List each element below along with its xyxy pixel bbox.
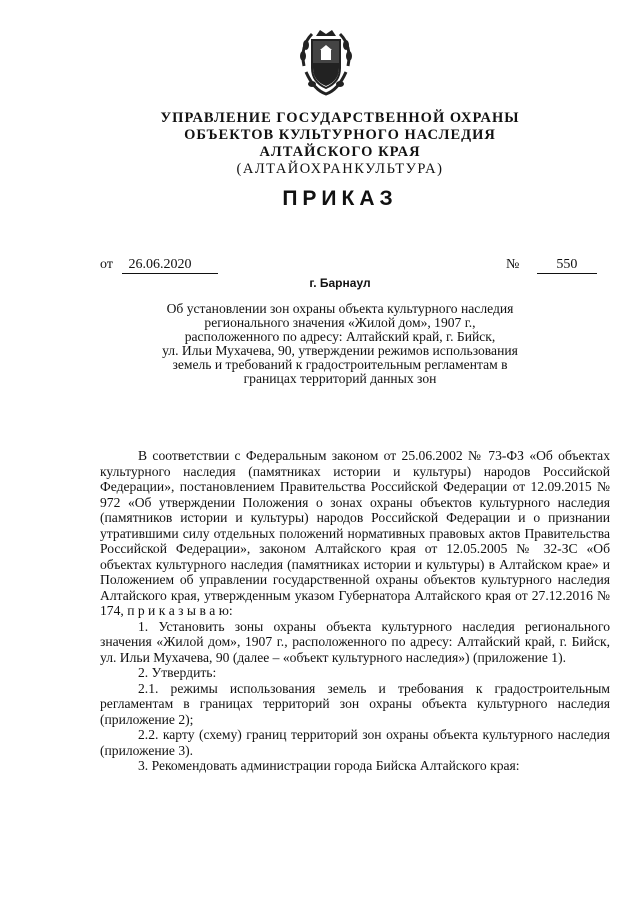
number-line (506, 257, 597, 274)
org-short-name: (АЛТАЙОХРАНКУЛЬТУРА) (236, 161, 444, 177)
date-line (100, 257, 218, 274)
subject-line: расположенного по адресу: Алтайский край, г. Бийск, (184, 329, 496, 344)
document-date: 26.06.2020 (122, 257, 218, 274)
org-name-line-2: ОБЪЕКТОВ КУЛЬТУРНОГО НАСЛЕДИЯ (184, 127, 496, 143)
number-prefix: № (506, 257, 520, 272)
item-2-paragraph: 2. Утвердить: (138, 665, 217, 680)
item-2-2-paragraph: 2.2. карту (схему) границ территорий зон охраны объекта культурного наследия (приложение 3). (100, 727, 610, 758)
item-3-paragraph: 3. Рекомендовать администрации города Бийска Алтайского края: (138, 758, 520, 773)
document-body (100, 448, 610, 774)
subject-line: Об установлении зон охраны объекта культурного наследия (166, 301, 514, 316)
preamble-paragraph: В соответствии с Федеральным законом от 25.06.2002 № 73-ФЗ «Об объектах культурного наследия (памятниках истории и культуры) народов Российской Федерации», постановлением Правительства Российской Федерации от 12.09.2015 № 972 «Об утверждении Положения о зонах охраны объектов культурного наследия (памятников истории и культуры) народов Российской Федерации и о признании утратившими силу отдельных положений нормативных правовых актов Правительства Российской Федерации», законом Алтайского края от 12.05.2005 № 32-ЗС «Об объектах культурного наследия (памятниках истории и культуры) в Алтайском крае» и Положением об управлении государственной охраны объектов культурного наследия Алтайского края, утвержденным указом Губернатора Алтайского края от 27.12.2016 № 174, п р и к а з ы в а ю: (100, 448, 610, 618)
document-type-title: ПРИКАЗ (282, 187, 398, 210)
organization-header (100, 110, 580, 178)
item-2-1-paragraph: 2.1. режимы использования земель и требования к градостроительным регламентам в границах территорий зон охраны объекта культурного наследия (приложение 2); (100, 680, 610, 727)
subject-line: регионального значения «Жилой дом», 1907 г., (204, 315, 476, 330)
org-name-line-1: УПРАВЛЕНИЕ ГОСУДАРСТВЕННОЙ ОХРАНЫ (160, 110, 520, 126)
date-prefix: от (100, 257, 113, 272)
item-1-paragraph: 1. Установить зоны охраны объекта культурного наследия регионального значения «Жилой дом», 1907 г., расположенного по адресу: Алтайский край, г. Бийск, ул. Ильи Мухачева, 90 (далее – «объект культурного наследия») (приложение 1). (100, 618, 610, 665)
subject-line: ул. Ильи Мухачева, 90, утверждении режимов использования (162, 343, 518, 358)
subject-line: земель и требований к градостроительным регламентам в (172, 357, 508, 372)
coat-of-arms-emblem (294, 26, 358, 98)
subject-line: границах территорий данных зон (243, 371, 437, 386)
document-subject (110, 302, 570, 386)
org-name-line-3: АЛТАЙСКОГО КРАЯ (259, 144, 421, 160)
document-number: 550 (537, 257, 597, 274)
city-label: г. Барнаул (309, 276, 371, 290)
